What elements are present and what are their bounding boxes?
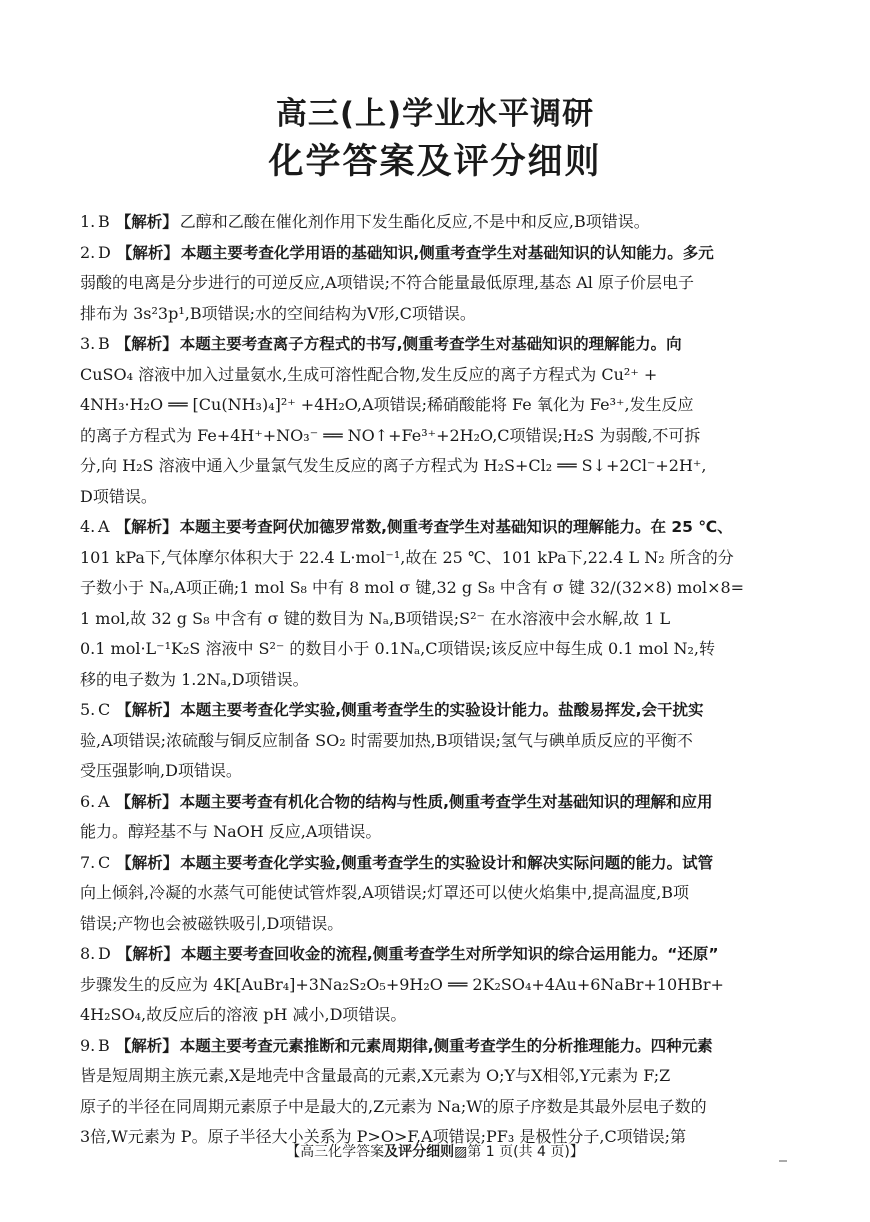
answer-list (80, 207, 792, 1153)
answer-line (80, 787, 792, 818)
answer-item (80, 1031, 792, 1153)
answer-line (80, 573, 792, 604)
answer-choice: B (98, 334, 110, 353)
answer-text: CuSO₄ 溶液中加入过量氨水,生成可溶性配合物,发生反应的离子方程式为 Cu²⁺ + (80, 364, 658, 384)
answer-line (80, 970, 792, 1001)
answer-text: 子数小于 Nₐ,A项正确;1 mol S₈ 中有 8 mol σ 键,32 g S₈ 中含有 σ 键 32/(32×8) mol×8= (80, 578, 745, 597)
answer-item (80, 787, 792, 848)
answer-text: 弱酸的电离是分步进行的可逆反应,A项错误;不符合能量最低原理,基态 Al 原子价层电子 (80, 273, 694, 292)
analysis-label: 【解析】 (116, 853, 179, 872)
footer-left: 【高三化学答案 (286, 1144, 385, 1160)
answer-line (80, 268, 792, 299)
answer-choice: D (98, 944, 111, 963)
answer-choice: C (98, 852, 111, 872)
answer-text: 本题主要考查阿伏加德罗常数,侧重考查学生对基础知识的理解能力。在 25 ℃、 (179, 518, 733, 536)
answer-line (80, 817, 792, 848)
answer-text: 101 kPa下,气体摩尔体积大于 22.4 L·mol⁻¹,故在 25 ℃、101 kPa下,22.4 L N₂ 所含的分 (80, 547, 734, 567)
answer-text: 步骤发生的反应为 4K[AuBr₄]+3Na₂S₂O₅+9H₂O ══ 2K₂SO₄+4Au+6NaBr+10HBr+ (80, 974, 724, 994)
answer-text: 本题主要考查离子方程式的书写,侧重考查学生对基础知识的理解能力。向 (179, 335, 682, 353)
answer-number: 1. (80, 212, 96, 231)
answer-number: 8. (80, 944, 96, 963)
answer-text: 本题主要考查化学实验,侧重考查学生的实验设计能力。盐酸易挥发,会干扰实 (180, 701, 704, 719)
answer-line (80, 390, 792, 421)
answer-line (80, 482, 792, 513)
answer-text: 错误;产物也会被磁铁吸引,D项错误。 (80, 913, 344, 933)
answer-line (80, 329, 792, 360)
answer-line (80, 909, 792, 940)
answer-text: 本题主要考查元素推断和元素周期律,侧重考查学生的分析推理能力。四种元素 (179, 1036, 713, 1055)
answer-item (80, 512, 792, 695)
answer-text: 受压强影响,D项错误。 (80, 761, 242, 780)
answer-line (80, 878, 792, 909)
footer-right: ▨第 1 页(共 4 页)】 (454, 1144, 584, 1160)
analysis-label: 【解析】 (115, 1036, 178, 1055)
answer-line (80, 726, 792, 757)
answer-line (80, 512, 792, 543)
answer-item (80, 207, 792, 238)
answer-choice: B (98, 1035, 110, 1055)
analysis-label: 【解析】 (115, 518, 178, 536)
answer-line (80, 299, 792, 330)
answer-number: 3. (80, 334, 96, 353)
answer-text: 的离子方程式为 Fe+4H⁺+NO₃⁻ ══ NO↑+Fe³⁺+2H₂O,C项错误;H₂S 为弱酸,不可拆 (80, 425, 701, 445)
answer-text: 本题主要考查回收金的流程,侧重考查学生对所学知识的综合运用能力。“还原” (180, 945, 719, 963)
answer-text: 4H₂SO₄,故反应后的溶液 pH 减小,D项错误。 (80, 1005, 407, 1024)
answer-line (80, 939, 792, 970)
answer-item (80, 848, 792, 940)
analysis-label: 【解析】 (115, 213, 178, 231)
answer-line (80, 360, 792, 391)
answer-line (80, 1000, 792, 1031)
answer-choice: C (98, 700, 111, 719)
answer-text: 验,A项错误;浓硫酸与铜反应制备 SO₂ 时需要加热,B项错误;氢气与碘单质反应的平衡不 (80, 730, 693, 750)
answer-item (80, 238, 792, 330)
answer-text: 分,向 H₂S 溶液中通入少量氯气发生反应的离子方程式为 H₂S+Cl₂ ══ S↓+2Cl⁻+2H⁺, (80, 456, 707, 475)
answer-line (80, 604, 792, 635)
answer-line (80, 238, 792, 269)
answer-text: 皆是短周期主族元素,X是地壳中含量最高的元素,X元素为 O;Y与X相邻,Y元素为 F;Z (80, 1066, 671, 1085)
answer-line (80, 1092, 792, 1123)
answer-line (80, 634, 792, 665)
answer-text: 原子的半径在同周期元素原子中是最大的,Z元素为 Na;W的原子序数是其最外层电子数的 (80, 1096, 707, 1116)
answer-line (80, 848, 792, 879)
answer-text: 4NH₃·H₂O ══ [Cu(NH₃)₄]²⁺ +4H₂O,A项错误;稀硝酸能将 Fe 氧化为 Fe³⁺,发生反应 (80, 395, 694, 414)
answer-choice: A (98, 517, 110, 536)
answer-line (80, 665, 792, 696)
answer-text: 乙醇和乙酸在催化剂作用下发生酯化反应,不是中和反应,B项错误。 (179, 212, 650, 231)
answer-item (80, 695, 792, 787)
analysis-label: 【解析】 (116, 701, 179, 719)
analysis-label: 【解析】 (116, 945, 179, 963)
answer-number: 2. (80, 242, 96, 262)
analysis-label: 【解析】 (116, 243, 179, 262)
answer-text: D项错误。 (80, 486, 157, 506)
answer-line (80, 451, 792, 482)
answer-text: 排布为 3s²3p¹,B项错误;水的空间结构为V形,C项错误。 (80, 303, 476, 323)
page-footer (0, 1141, 870, 1161)
answer-line (80, 543, 792, 574)
answer-text: 向上倾斜,冷凝的水蒸气可能使试管炸裂,A项错误;灯罩还可以使火焰集中,提高温度,B项 (80, 883, 690, 902)
answer-text: 本题主要考查化学用语的基础知识,侧重考查学生对基础知识的认知能力。多元 (180, 243, 714, 262)
answer-line (80, 1061, 792, 1092)
answer-line (80, 695, 792, 726)
answer-item (80, 329, 792, 512)
answer-text: 3倍,W元素为 P。原子半径大小关系为 P>O>F,A项错误;PF₃ 是极性分子,C项错误;第 (80, 1127, 687, 1146)
answer-number: 4. (80, 517, 96, 536)
answer-text: 0.1 mol·L⁻¹K₂S 溶液中 S²⁻ 的数目小于 0.1Nₐ,C项错误;该反应中每生成 0.1 mol N₂,转 (80, 639, 715, 658)
answer-text: 本题主要考查化学实验,侧重考查学生的实验设计和解决实际问题的能力。试管 (180, 853, 714, 872)
page-title-line2: 化学答案及评分细则 (268, 142, 602, 182)
answer-line (80, 207, 792, 238)
page-title-line1: 高三(上)学业水平调研 (275, 96, 595, 132)
answer-text: 1 mol,故 32 g S₈ 中含有 σ 键的数目为 Nₐ,B项错误;S²⁻ 在水溶液中会水解,故 1 L (80, 608, 671, 628)
analysis-label: 【解析】 (115, 792, 178, 811)
answer-text: 本题主要考查有机化合物的结构与性质,侧重考查学生对基础知识的理解和应用 (179, 792, 713, 811)
answer-text: 能力。醇羟基不与 NaOH 反应,A项错误。 (80, 822, 382, 841)
page-corner-mark (779, 1160, 787, 1162)
answer-number: 9. (80, 1035, 96, 1055)
answer-number: 7. (80, 852, 96, 872)
answer-line (80, 421, 792, 452)
answer-number: 5. (80, 700, 96, 719)
answer-line (80, 756, 792, 787)
answer-text: 移的电子数为 1.2Nₐ,D项错误。 (80, 669, 309, 689)
footer-bold: 及评分细则 (384, 1144, 455, 1160)
answer-choice: A (98, 791, 110, 811)
answer-number: 6. (80, 791, 96, 811)
answer-choice: D (98, 242, 111, 262)
answer-choice: B (98, 212, 110, 231)
answer-item (80, 939, 792, 1031)
answer-line (80, 1031, 792, 1062)
analysis-label: 【解析】 (115, 335, 178, 353)
